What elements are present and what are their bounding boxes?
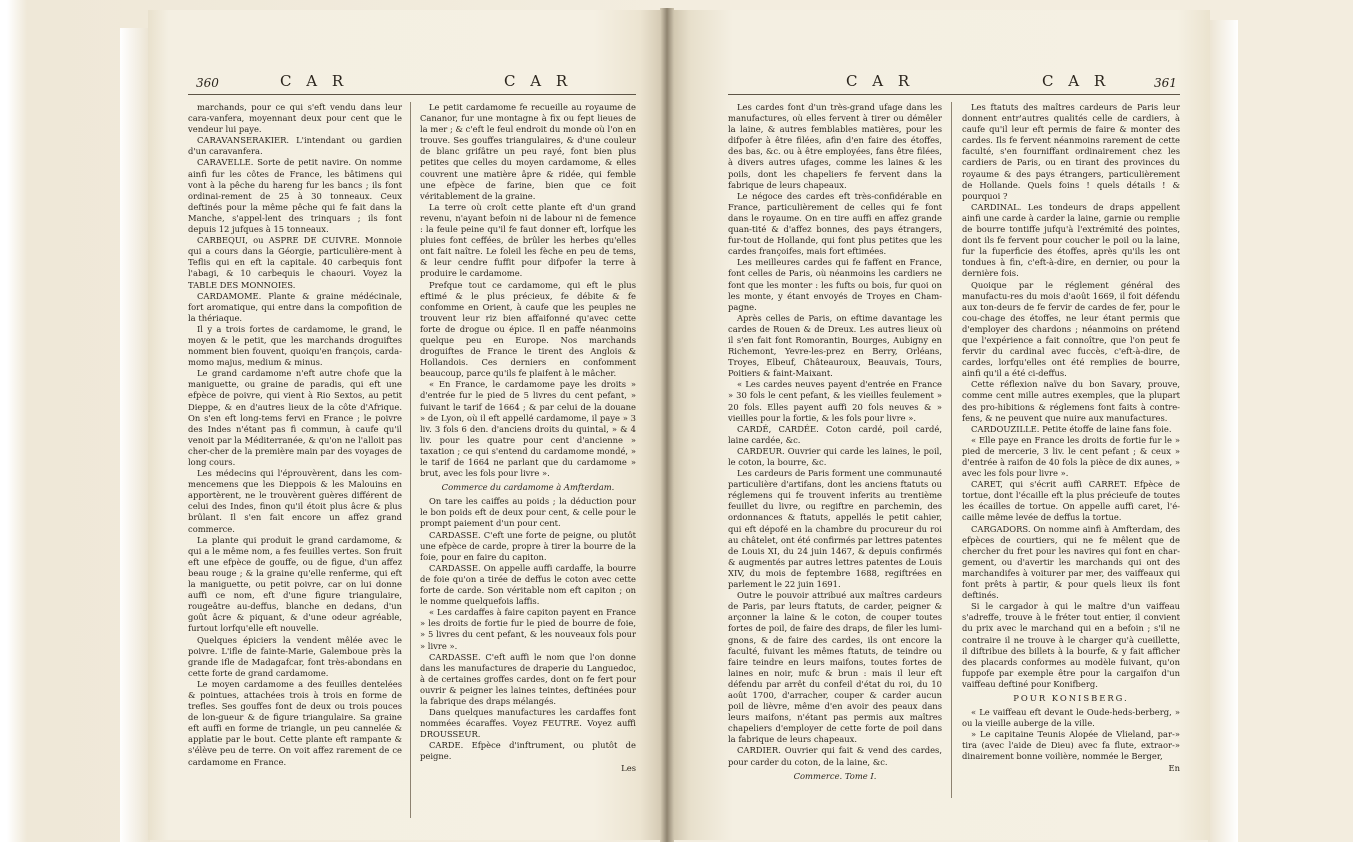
- paragraph: marchands, pour ce qui s'eft vendu dans leur cara-vanfera, moyennant deux pour cent que le vendeur lui paye.: [188, 102, 402, 135]
- paragraph: « Le vaiffeau eft devant le Oude-heds-berberg, » ou la vieille auberge de la ville.: [962, 707, 1180, 729]
- paragraph: Quoique par le réglement général des manufactu-res du mois d'août 1669, il foit défendu aux ton-deurs de fe fervir de cardes de fer, pour le cou-chage des étoffes, ne leur étant permis que d'employer des chardons ; néanmoins on prétend que l'expérience a fait connoître, que l'on peut fe fervir du cardinal avec fuccès, c'eft-à-dire, de cardes, lorfqu'elles ont été remplies de bourre, ainfi qu'il a été ci-deffus.: [962, 279, 1180, 379]
- left-page: [148, 10, 666, 840]
- book-gutter: [660, 8, 674, 842]
- paragraph: POUR KONISBERG.: [1013, 692, 1129, 703]
- paragraph: Les ftatuts des maîtres cardeurs de Paris leur donnent entr'autres qualités celle de cardiers, à caufe qu'il leur eft permis de faire & monter des cardes. Ils fe fervent néanmoins rarement de cette faculté, s'en fourniffant ordinairement chez les cardiers de Paris, ou en tirant des provinces du royaume & des pays étrangers, particulièrement de Hollande. Quels foins ! quels détails ! & pourquoi ?: [962, 102, 1180, 201]
- column-divider-right: [951, 102, 952, 798]
- paragraph: CARDEUR. Ouvrier qui carde les laines, le poil, le coton, la bourre, &c.: [728, 445, 942, 467]
- paragraph: Si le cargador à qui le maître d'un vaiffeau s'adreffe, trouve à le fréter tout entier, il convient du prix avec le marchand qui en a befoin ; s'il ne contraire il ne trouve à le charger qu'à cueillette, il diftribue des billets à la bourfe, & y fait afficher des placards conformes au modèle fuivant, qu'on fuppofe par exemple être pour la cargaifon d'un vaiffeau deftiné pour Konifberg.: [962, 601, 1180, 689]
- paragraph: Après celles de Paris, on eftime davantage les cardes de Rouen & de Dreux. Les autres lieux où il s'en fait font Romorantin, Bourges, Aubigny en Richemont, Yevre-les-prez en Berry, Orléans, Troyes, Elbeuf, Châteauroux, Beauvais, Tours, Poitiers & faint-Maixant.: [728, 312, 942, 379]
- paragraph: Outre le pouvoir attribué aux maîtres cardeurs de Paris, par leurs ftatuts, de carder, peigner & arçonner la laine & le coton, de couper toutes fortes de poil, de faire des draps, de filer les lumi-gnons, & de faire des cardes, ils ont encore la faculté, fuivant les mêmes ftatuts, de teindre ou faire teindre en leurs maifons, toutes fortes de laines en noir, mufc & brun : mais il leur eft défendu par arrêt du confeil d'état du roi, du 10 août 1700, d'arracher, couper & carder aucun poil de lièvre, même d'en avoir des peaux dans leurs maifons, n'étant pas permis aux maîtres chapeliers d'employer de cette forte de poil dans la fabrique de leurs chapeaux.: [728, 590, 942, 745]
- paragraph: » Le capitaine Teunis Alopée de Vlieland, par-» tira (avec l'aide de Dieu) avec fa flute, extraor-» dinairement bonne voilière, nommée le Berger,: [962, 729, 1180, 762]
- paragraph: CARBEQUI, ou ASPRE DE CUIVRE. Monnoie qui a cours dans la Géorgie, particulière-ment à Teflis qui en eft la capitale. 40 carbequis font l'abagi, & 10 carbequis le chaouri. Voyez la TABLE DES MONNOIES.: [188, 235, 402, 290]
- paragraph: Les médecins qui l'éprouvèrent, dans les com-mencemens que les Dieppois & les Malouins en apportèrent, ne le trouvèrent guères différent de celui des Indes, finon qu'il étoit plus âcre & plus brûlant. Il s'en fait encore un affez grand commerce.: [188, 468, 402, 534]
- paragraph: Le grand cardamome n'eft autre chofe que la maniguette, ou graine de paradis, qui eft une efpèce de poivre, qui vient à Rio Sextos, au petit Dieppe, & en d'autres lieux de la côte d'Afrique. On s'en eft long-tems fervi en France ; le poivre des Indes n'étant pas fi commun, à caufe qu'il venoit par la Méditerranée, & qu'on ne l'alloit pas cher-cher de la première main par des voyages de long cours.: [188, 368, 402, 467]
- paragraph: Les cardeurs de Paris forment une communauté particulière d'artifans, dont les anciens ftatuts ou réglemens qui fe trouvent inferits au trentième feuillet du livre, ou regiftre en parchemin, des ordonnances & ftatuts, appellés le petit cahier, qui eft dépofé en la chambre du procureur du roi au châtelet, ont été confirmés par lettres patentes de Louis XI, du 24 juin 1467, & depuis confirmés & augmentés par autres lettres patentes de Louis XIV, du mois de feptembre 1688, regiftrées en parlement le 22 juin 1691.: [728, 468, 942, 590]
- header-rule-right: [728, 94, 1180, 95]
- paragraph: CARDINAL. Les tondeurs de draps appellent ainfi une carde à carder la laine, garnie ou remplie de bourre tontiffe jufqu'à l'extrémité des pointes, dont ils fe fervent pour coucher le poil ou la laine, fur la fuperficie des étoffes, après qu'ils les ont tondues à fin, c'eft-à-dire, en dernier, ou pour la dernière fois.: [962, 201, 1180, 279]
- volume-footer: Commerce. Tome I.: [793, 770, 877, 781]
- paragraph: CARDAMOME. Plante & graine médécinale, fort aromatique, qui entre dans la compofition de la thériaque.: [188, 290, 402, 323]
- header-rule-left: [188, 94, 636, 95]
- left-page-column-1: [188, 102, 402, 768]
- catchword: Les: [621, 762, 636, 773]
- page-stack-right: [1208, 20, 1238, 842]
- paragraph: Les meilleures cardes qui fe faffent en France, font celles de Paris, où néanmoins les cardiers ne font que les monter : les fufts ou bois, fur quoi on les monte, y étant envoyés de Troyes en Cham-pagne.: [728, 257, 942, 312]
- paragraph: Le petit cardamome fe recueille au royaume de Cananor, fur une montagne à fix ou fept lieues de la mer ; & c'eft le feul endroit du monde où l'on en trouve. Ses gouffes triangulaires, & d'une couleur de blanc grifâtre un peu rayé, font bien plus petites que celles du moyen cardamome, & elles couvrent une matière âpre & ridée, qui femble une efpèce de farine, bien que ce foit véritablement de la graine.: [420, 102, 636, 201]
- running-head-right-col1: C A R: [846, 72, 915, 90]
- paragraph: On tare les caiffes au poids ; la déduction pour le bon poids eft de deux pour cent, & celle pour le prompt paiement d'un pour cent.: [420, 496, 636, 529]
- paragraph: « Les cardaffes à faire capiton payent en France » les droits de fortie fur le pied de bourre de foie, » 5 livres du cent pefant, & les nouveaux fols pour » livre ».: [420, 607, 636, 651]
- running-head-right-col2: C A R: [1042, 72, 1111, 90]
- page-number-right: 361: [1154, 76, 1177, 90]
- paragraph: La terre où croît cette plante eft d'un grand revenu, n'ayant befoin ni de labour ni de femence : la feule peine qu'il fe faut donner eft, lorfque les pluies font ceffées, de brûler les herbes qu'elles ont fait naître. Le foleil les fèche en peu de tems, & leur cendre fuffit pour difpofer la terre à produire le cardamome.: [420, 201, 636, 279]
- paragraph: CARGADORS. On nomme ainfi à Amfterdam, des efpèces de courtiers, qui ne fe mêlent que de chercher du fret pour les navires qui font en char-gement, ou d'avertir les marchands qui ont des marchandifes à voiturer par mer, des vaiffeaux qui font prêts à partir, & pour quels lieux ils font deftinés.: [962, 523, 1180, 601]
- paragraph: CARDÉ, CARDÉE. Coton cardé, poil cardé, laine cardée, &c.: [728, 423, 942, 445]
- paragraph: Le moyen cardamome a des feuilles dentelées & pointues, attachées trois à trois en forme de trefles. Ses gouffes font de deux ou trois pouces de lon-gueur & de figure triangulaire. Sa graine eft auffi en forme de triangle, un peu cannelée & applatie par le bout. Cette plante eft rampante & s'élève peu de terre. On voit affez rarement de ce cardamome en France.: [188, 678, 402, 767]
- column-divider-left: [410, 102, 411, 818]
- paragraph: CARET, qui s'écrit auffi CARRET. Efpèce de tortue, dont l'écaille eft la plus précieufe de toutes les écailles de tortue. On appelle auffi caret, l'é-caille même levée de deffus la tortue.: [962, 479, 1180, 523]
- paragraph: Il y a trois fortes de cardamome, le grand, le moyen & le petit, que les marchands droguiftes nomment bien fouvent, quoiqu'en françois, carda-momo majus, medium & minus.: [188, 323, 402, 368]
- paragraph: « En France, le cardamome paye les droits » d'entrée fur le pied de 5 livres du cent pefant, » fuivant le tarif de 1664 ; & par celui de la douane » de Lyon, où il eft appellé cardamome, il paye » 3 liv. 3 fols 6 den. d'anciens droits du quintal, » & 4 liv. pour les quatre pour cent d'ancienne » taxation ; ce qui s'entend du cardamome mondé, » le tarif de 1664 ne parlant que du cardamome » brut, avec les fols pour livre ».: [420, 379, 636, 479]
- paragraph: « Les cardes neuves payent d'entrée en France » 30 fols le cent pefant, & les vieilles feulement » 20 fols. Elles payent auffi 20 fols neuves & » vieilles pour la fortie, & les fols pour livre ».: [728, 379, 942, 423]
- left-page-column-2: [420, 102, 636, 774]
- paragraph: CARAVELLE. Sorte de petit navire. On nomme ainfi fur les côtes de France, les bâtimens qui vont à la pêche du hareng fur les bancs ; ils font ordinai-rement de 25 à 30 tonneaux. Ceux deftinés pour la même pêche qui fe fait dans la Manche, s'appel-lent des trinquars ; ils font depuis 12 jufques à 15 tonneaux.: [188, 157, 402, 235]
- paragraph: « Elle paye en France les droits de fortie fur le » pied de mercerie, 3 liv. le cent pefant ; & ceux » d'entrée à raifon de 40 fols la pièce de dix aunes, » avec les fols pour livre ».: [962, 434, 1180, 479]
- paragraph: Commerce du cardamome à Amfterdam.: [441, 482, 615, 493]
- paragraph: Dans quelques manufactures les cardaffes font nommées écaraffes. Voyez FEUTRE. Voyez auffi DROUSSEUR.: [420, 707, 636, 740]
- running-head-left-col1: C A R: [280, 72, 349, 90]
- paragraph: CARDASSE. On appelle auffi cardaffe, la bourre de foie qu'on a tirée de deffus le coton avec cette forte de carde. Son véritable nom eft capiton ; on le nomme quelquefois laffis.: [420, 562, 636, 607]
- paragraph: CARDASSE. C'eft auffi le nom que l'on donne dans les manufactures de draperie du Languedoc, à de certaines groffes cardes, dont on fe fert pour ouvrir & peigner les laines teintes, deftinées pour la fabrique des draps mélangés.: [420, 651, 636, 706]
- paragraph: CARAVANSERAKIER. L'intendant ou gardien d'un caravanfera.: [188, 135, 402, 157]
- paragraph: CARDOUZILLE. Petite étoffe de laine fans foie.: [971, 423, 1172, 434]
- paragraph: Prefque tout ce cardamome, qui eft le plus eftimé & le plus précieux, fe débite & fe confomme en Orient, à caufe que les peuples ne trouvent leur riz bien affaifonné qu'avec cette forte de drogue ou épice. Il en paffe néanmoins quelque peu en Europe. Nos marchands droguiftes de France le tirent des Anglois & Hollandois. Ces derniers en confomment beaucoup, parce qu'ils fe plaifent à le mâcher.: [420, 279, 636, 379]
- paragraph: Cette réflexion naïve du bon Savary, prouve, comme cent mille autres exemples, que la plupart des pro-hibitions & réglemens font faits à contre-fens, & ne peuvent que nuire aux manufactures.: [962, 379, 1180, 423]
- running-head-left-col2: C A R: [504, 72, 573, 90]
- right-page-column-2: [962, 102, 1180, 774]
- paragraph: Les cardes font d'un très-grand ufage dans les manufactures, où elles fervent à tirer ou démêler la laine, & autres femblables matières, pour les difpofer à être filées, afin d'en faire des étoffes, des bas, &c. ou à être employées, fans être filées, à divers autres ufages, comme les laines & les poils, dont les chapeliers fe fervent dans la fabrique de leurs chapeaux.: [728, 102, 942, 190]
- right-page: [668, 10, 1210, 840]
- catchword: En: [1168, 762, 1180, 773]
- paragraph: CARDIER. Ouvrier qui fait & vend des cardes, pour carder du coton, de la laine, &c.: [728, 745, 942, 767]
- paragraph: Quelques épiciers la vendent mêlée avec le poivre. L'ifle de fainte-Marie, Galemboue près la grande ifle de Madagafcar, font très-abondans en cette forte de grand cardamome.: [188, 634, 402, 678]
- paragraph: CARDASSE. C'eft une forte de peigne, ou plutôt une efpèce de carde, propre à tirer la bourre de la foie, pour en faire du capiton.: [420, 529, 636, 562]
- paragraph: CARDE. Efpèce d'inftrument, ou plutôt de peigne.: [420, 740, 636, 762]
- page-stack-left: [120, 28, 150, 842]
- paragraph: La plante qui produit le grand cardamome, & qui a le même nom, a fes feuilles vertes. Son fruit eft une efpèce de gouffe, ou de figue, d'un affez beau rouge ; & la graine qu'elle renferme, qui eft la maniguette, ou petit poivre, car on lui donne auffi ce nom, eft d'une figure triangulaire, rougeâtre au-deffus, blanche en dedans, d'un goût âcre & piquant, & d'une odeur agréable, furtout lorfqu'elle eft nouvelle.: [188, 534, 402, 634]
- right-page-column-1: [728, 102, 942, 785]
- page-number-left: 360: [196, 76, 219, 90]
- paragraph: Le négoce des cardes eft très-confidérable en France, particulièrement de celles qui fe font dans le royaume. On en tire auffi en affez grande quan-tité & d'affez bonnes, des pays étrangers, fur-tout de Hollande, qui font plus petites que les cardes françoifes, mais fort eftimées.: [728, 190, 942, 257]
